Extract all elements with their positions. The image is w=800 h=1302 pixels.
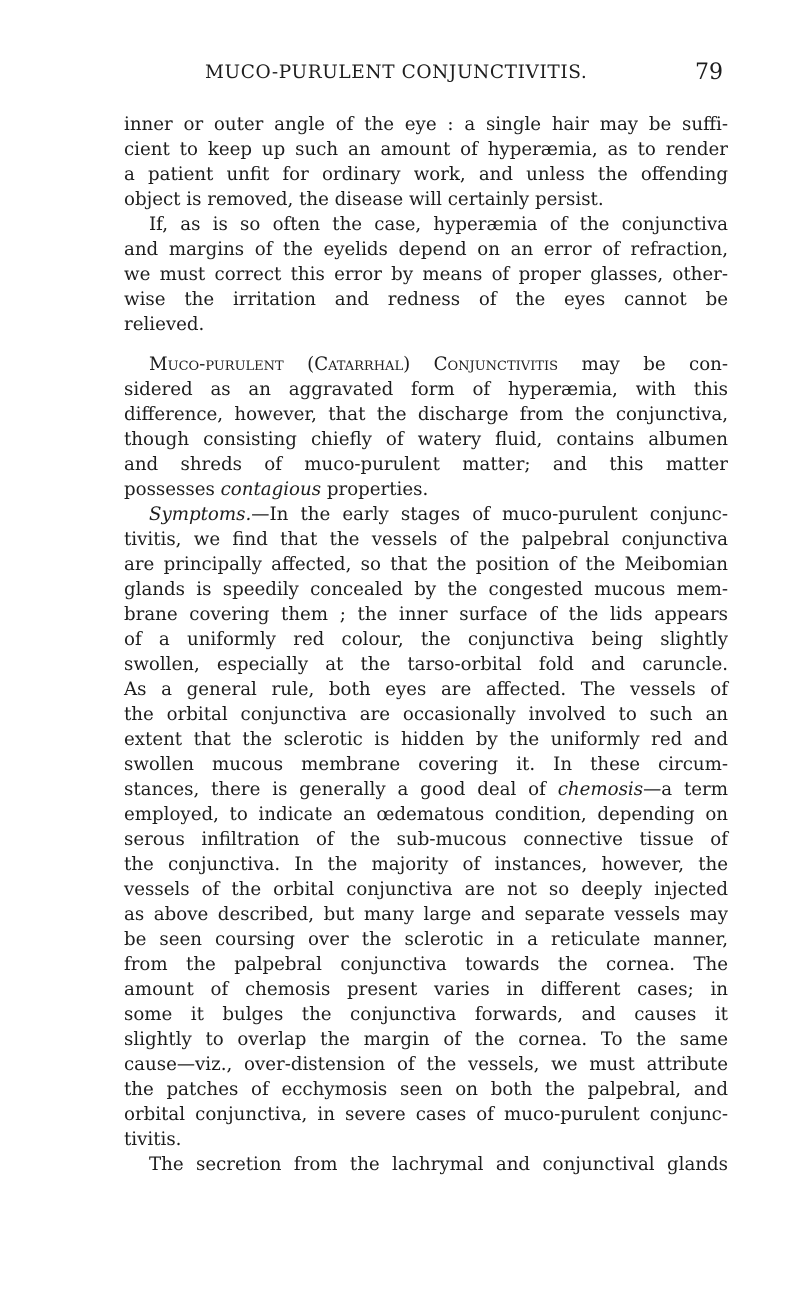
text-line: and shreds of muco-purulent matter; and this matter [124, 454, 728, 475]
text-line [124, 352, 728, 377]
page-number: 79 [695, 60, 723, 85]
paragraph-gap [124, 337, 728, 352]
paragraph-4 [124, 502, 728, 1152]
text-line: from the palpebral conjunctiva towards the cornea. The [124, 954, 728, 975]
line-text: —In the early stages of muco-purulent conjunc- [251, 504, 728, 525]
text-line: difference, however, that the discharge from the conjunctiva, [124, 404, 728, 425]
text-line: of a uniformly red colour, the conjunctiva being slightly [124, 629, 728, 650]
text-line: we must correct this error by means of proper glasses, other- [124, 264, 728, 285]
text-line: extent that the sclerotic is hidden by the uniformly red and [124, 729, 728, 750]
paragraph-5 [124, 1152, 728, 1177]
text-line: and margins of the eyelids depend on an error of refraction, [124, 239, 728, 260]
text-line: tivitis. [124, 1129, 182, 1150]
section-heading: Muco-purulent (Catarrhal) Conjunctivitis [149, 354, 559, 375]
text-line [124, 477, 728, 502]
line-text: may be con- [581, 354, 728, 375]
text-line: inner or outer angle of the eye : a single hair may be suffi- [124, 114, 728, 135]
text-line: some it bulges the conjunctiva forwards, and causes it [124, 1004, 728, 1025]
text-line: orbital conjunctiva, in severe cases of muco-purulent conjunc- [124, 1104, 728, 1125]
emphasis-text: contagious [220, 479, 322, 500]
text-line: swollen, especially at the tarso-orbital fold and caruncle. [124, 654, 728, 675]
line-text: stances, there is generally a good deal of [124, 779, 546, 800]
line-text: properties. [326, 479, 429, 500]
text-line: brane covering them ; the inner surface of the lids appears [124, 604, 728, 625]
running-head [0, 62, 800, 92]
text-line: relieved. [124, 314, 205, 335]
text-line: As a general rule, both eyes are affected. The vessels of [124, 679, 728, 700]
text-line: object is removed, the disease will certainly persist. [124, 189, 604, 210]
text-line: are principally affected, so that the position of the Meibomian [124, 554, 728, 575]
text-line: The secretion from the lachrymal and conjunctival glands [149, 1154, 728, 1175]
text-line [124, 502, 728, 527]
text-line: amount of chemosis present varies in different cases; in [124, 979, 728, 1000]
text-line: sidered as an aggravated form of hyperæmia, with this [124, 379, 728, 400]
text-line: glands is speedily concealed by the congested mucous mem- [124, 579, 728, 600]
text-line [124, 777, 728, 802]
paragraph-2 [124, 212, 728, 337]
text-line: serous infiltration of the sub-mucous connective tissue of [124, 829, 728, 850]
running-title: MUCO-PURULENT CONJUNCTIVITIS. [205, 62, 588, 83]
text-line: slightly to overlap the margin of the cornea. To the same [124, 1029, 728, 1050]
text-line: the conjunctiva. In the majority of instances, however, the [124, 854, 728, 875]
emphasis-text: chemosis [557, 779, 644, 800]
text-line: the orbital conjunctiva are occasionally involved to such an [124, 704, 728, 725]
line-text: —a term [643, 779, 728, 800]
text-line: If, as is so often the case, hyperæmia of the conjunctiva [149, 214, 728, 235]
text-line: swollen mucous membrane covering it. In these circum- [124, 754, 728, 775]
text-line: cause—viz., over-distension of the vessels, we must attribute [124, 1054, 728, 1075]
paragraph-3 [124, 352, 728, 502]
text-line: vessels of the orbital conjunctiva are not so deeply injected [124, 879, 728, 900]
subsection-heading: Symptoms. [149, 504, 252, 525]
text-line: the patches of ecchymosis seen on both the palpebral, and [124, 1079, 728, 1100]
paragraph-1 [124, 112, 728, 212]
line-text: possesses [124, 479, 215, 500]
text-line: employed, to indicate an œdematous condition, depending on [124, 804, 728, 825]
text-line: though consisting chiefly of watery fluid, contains albumen [124, 429, 728, 450]
text-line: be seen coursing over the sclerotic in a reticulate manner, [124, 929, 728, 950]
text-line: cient to keep up such an amount of hyperæmia, as to render [124, 139, 728, 160]
text-line: as above described, but many large and separate vessels may [124, 904, 728, 925]
text-line: wise the irritation and redness of the eyes cannot be [124, 289, 728, 310]
text-line: tivitis, we find that the vessels of the palpebral conjunctiva [124, 529, 728, 550]
body-text [124, 112, 728, 1177]
text-line: a patient unfit for ordinary work, and unless the offending [124, 164, 728, 185]
